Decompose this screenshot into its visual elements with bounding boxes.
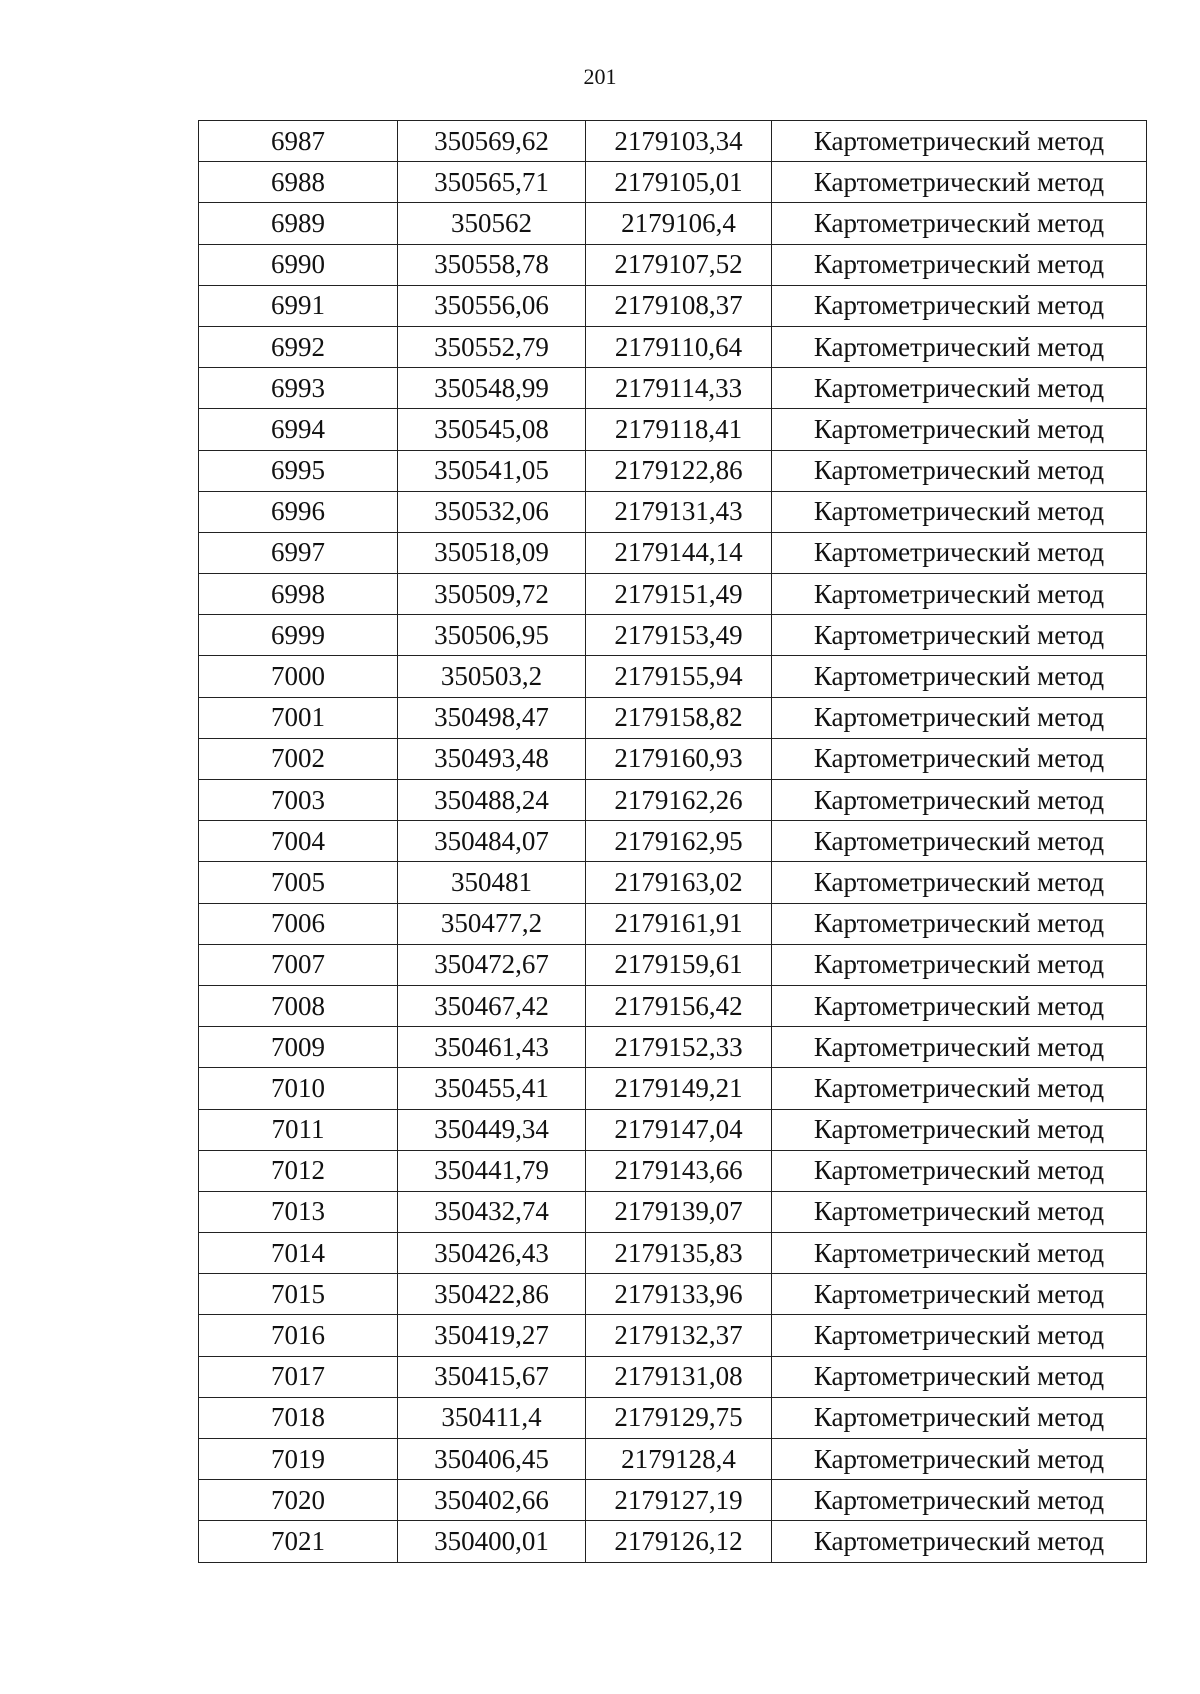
- table-row: [199, 1480, 1147, 1521]
- x-coordinate-cell: 350472,67: [398, 944, 586, 985]
- x-coordinate-cell: 350509,72: [398, 574, 586, 615]
- table-row: [199, 162, 1147, 203]
- table-row: [199, 780, 1147, 821]
- table-row: [199, 1397, 1147, 1438]
- y-coordinate-cell: 2179155,94: [586, 656, 772, 697]
- y-coordinate-cell: 2179139,07: [586, 1191, 772, 1232]
- table-row: [199, 738, 1147, 779]
- method-cell: Картометрический метод: [772, 1439, 1147, 1480]
- table-row: [199, 615, 1147, 656]
- y-coordinate-cell: 2179151,49: [586, 574, 772, 615]
- method-cell: Картометрический метод: [772, 162, 1147, 203]
- y-coordinate-cell: 2179128,4: [586, 1439, 772, 1480]
- x-coordinate-cell: 350556,06: [398, 285, 586, 326]
- method-cell: Картометрический метод: [772, 780, 1147, 821]
- y-coordinate-cell: 2179163,02: [586, 862, 772, 903]
- x-coordinate-cell: 350467,42: [398, 985, 586, 1026]
- point-number-cell: 7001: [199, 697, 398, 738]
- x-coordinate-cell: 350562: [398, 203, 586, 244]
- point-number-cell: 7000: [199, 656, 398, 697]
- table-row: [199, 1027, 1147, 1068]
- y-coordinate-cell: 2179108,37: [586, 285, 772, 326]
- y-coordinate-cell: 2179153,49: [586, 615, 772, 656]
- x-coordinate-cell: 350488,24: [398, 780, 586, 821]
- table-row: [199, 285, 1147, 326]
- table-row: [199, 491, 1147, 532]
- table-row: [199, 326, 1147, 367]
- point-number-cell: 6988: [199, 162, 398, 203]
- method-cell: Картометрический метод: [772, 121, 1147, 162]
- method-cell: Картометрический метод: [772, 985, 1147, 1026]
- y-coordinate-cell: 2179110,64: [586, 326, 772, 367]
- table-row: [199, 697, 1147, 738]
- method-cell: Картометрический метод: [772, 491, 1147, 532]
- table-row: [199, 1315, 1147, 1356]
- x-coordinate-cell: 350455,41: [398, 1068, 586, 1109]
- x-coordinate-cell: 350532,06: [398, 491, 586, 532]
- point-number-cell: 7017: [199, 1356, 398, 1397]
- method-cell: Картометрический метод: [772, 1397, 1147, 1438]
- point-number-cell: 6999: [199, 615, 398, 656]
- method-cell: Картометрический метод: [772, 326, 1147, 367]
- y-coordinate-cell: 2179162,95: [586, 821, 772, 862]
- x-coordinate-cell: 350411,4: [398, 1397, 586, 1438]
- method-cell: Картометрический метод: [772, 409, 1147, 450]
- coordinates-table: [198, 120, 1147, 1563]
- table-row: [199, 409, 1147, 450]
- y-coordinate-cell: 2179159,61: [586, 944, 772, 985]
- point-number-cell: 6990: [199, 244, 398, 285]
- point-number-cell: 7015: [199, 1274, 398, 1315]
- point-number-cell: 6996: [199, 491, 398, 532]
- method-cell: Картометрический метод: [772, 615, 1147, 656]
- x-coordinate-cell: 350545,08: [398, 409, 586, 450]
- table-row: [199, 574, 1147, 615]
- y-coordinate-cell: 2179156,42: [586, 985, 772, 1026]
- x-coordinate-cell: 350503,2: [398, 656, 586, 697]
- x-coordinate-cell: 350484,07: [398, 821, 586, 862]
- y-coordinate-cell: 2179122,86: [586, 450, 772, 491]
- table-row: [199, 903, 1147, 944]
- point-number-cell: 7018: [199, 1397, 398, 1438]
- y-coordinate-cell: 2179106,4: [586, 203, 772, 244]
- method-cell: Картометрический метод: [772, 450, 1147, 491]
- x-coordinate-cell: 350541,05: [398, 450, 586, 491]
- point-number-cell: 7002: [199, 738, 398, 779]
- method-cell: Картометрический метод: [772, 1191, 1147, 1232]
- x-coordinate-cell: 350449,34: [398, 1109, 586, 1150]
- point-number-cell: 6991: [199, 285, 398, 326]
- y-coordinate-cell: 2179162,26: [586, 780, 772, 821]
- point-number-cell: 7012: [199, 1150, 398, 1191]
- point-number-cell: 6987: [199, 121, 398, 162]
- method-cell: Картометрический метод: [772, 697, 1147, 738]
- x-coordinate-cell: 350406,45: [398, 1439, 586, 1480]
- table-row: [199, 368, 1147, 409]
- x-coordinate-cell: 350506,95: [398, 615, 586, 656]
- x-coordinate-cell: 350419,27: [398, 1315, 586, 1356]
- x-coordinate-cell: 350565,71: [398, 162, 586, 203]
- table-row: [199, 1233, 1147, 1274]
- point-number-cell: 7020: [199, 1480, 398, 1521]
- table-row: [199, 1439, 1147, 1480]
- method-cell: Картометрический метод: [772, 944, 1147, 985]
- point-number-cell: 7004: [199, 821, 398, 862]
- point-number-cell: 6997: [199, 532, 398, 573]
- point-number-cell: 7007: [199, 944, 398, 985]
- method-cell: Картометрический метод: [772, 1274, 1147, 1315]
- y-coordinate-cell: 2179149,21: [586, 1068, 772, 1109]
- table-row: [199, 862, 1147, 903]
- y-coordinate-cell: 2179127,19: [586, 1480, 772, 1521]
- table-row: [199, 1109, 1147, 1150]
- x-coordinate-cell: 350426,43: [398, 1233, 586, 1274]
- y-coordinate-cell: 2179126,12: [586, 1521, 772, 1562]
- point-number-cell: 6993: [199, 368, 398, 409]
- method-cell: Картометрический метод: [772, 244, 1147, 285]
- x-coordinate-cell: 350415,67: [398, 1356, 586, 1397]
- y-coordinate-cell: 2179143,66: [586, 1150, 772, 1191]
- table-row: [199, 1150, 1147, 1191]
- y-coordinate-cell: 2179103,34: [586, 121, 772, 162]
- x-coordinate-cell: 350461,43: [398, 1027, 586, 1068]
- table-row: [199, 821, 1147, 862]
- point-number-cell: 7006: [199, 903, 398, 944]
- y-coordinate-cell: 2179118,41: [586, 409, 772, 450]
- y-coordinate-cell: 2179161,91: [586, 903, 772, 944]
- table-body: [199, 121, 1147, 1563]
- y-coordinate-cell: 2179152,33: [586, 1027, 772, 1068]
- table-row: [199, 244, 1147, 285]
- table-row: [199, 532, 1147, 573]
- x-coordinate-cell: 350400,01: [398, 1521, 586, 1562]
- point-number-cell: 7016: [199, 1315, 398, 1356]
- method-cell: Картометрический метод: [772, 1027, 1147, 1068]
- point-number-cell: 7014: [199, 1233, 398, 1274]
- method-cell: Картометрический метод: [772, 574, 1147, 615]
- table-row: [199, 121, 1147, 162]
- point-number-cell: 6994: [199, 409, 398, 450]
- point-number-cell: 7013: [199, 1191, 398, 1232]
- x-coordinate-cell: 350441,79: [398, 1150, 586, 1191]
- x-coordinate-cell: 350569,62: [398, 121, 586, 162]
- page-number: 201: [583, 64, 617, 89]
- method-cell: Картометрический метод: [772, 738, 1147, 779]
- point-number-cell: 6992: [199, 326, 398, 367]
- method-cell: Картометрический метод: [772, 1480, 1147, 1521]
- x-coordinate-cell: 350548,99: [398, 368, 586, 409]
- point-number-cell: 7010: [199, 1068, 398, 1109]
- method-cell: Картометрический метод: [772, 368, 1147, 409]
- x-coordinate-cell: 350402,66: [398, 1480, 586, 1521]
- y-coordinate-cell: 2179114,33: [586, 368, 772, 409]
- table-row: [199, 1191, 1147, 1232]
- y-coordinate-cell: 2179160,93: [586, 738, 772, 779]
- method-cell: Картометрический метод: [772, 656, 1147, 697]
- method-cell: Картометрический метод: [772, 862, 1147, 903]
- method-cell: Картометрический метод: [772, 1150, 1147, 1191]
- point-number-cell: 7021: [199, 1521, 398, 1562]
- x-coordinate-cell: 350558,78: [398, 244, 586, 285]
- method-cell: Картометрический метод: [772, 1068, 1147, 1109]
- table-row: [199, 944, 1147, 985]
- point-number-cell: 7011: [199, 1109, 398, 1150]
- table-row: [199, 1274, 1147, 1315]
- method-cell: Картометрический метод: [772, 1356, 1147, 1397]
- y-coordinate-cell: 2179132,37: [586, 1315, 772, 1356]
- method-cell: Картометрический метод: [772, 1109, 1147, 1150]
- point-number-cell: 7005: [199, 862, 398, 903]
- method-cell: Картометрический метод: [772, 532, 1147, 573]
- x-coordinate-cell: 350422,86: [398, 1274, 586, 1315]
- y-coordinate-cell: 2179129,75: [586, 1397, 772, 1438]
- y-coordinate-cell: 2179147,04: [586, 1109, 772, 1150]
- point-number-cell: 7019: [199, 1439, 398, 1480]
- y-coordinate-cell: 2179131,08: [586, 1356, 772, 1397]
- method-cell: Картометрический метод: [772, 1315, 1147, 1356]
- method-cell: Картометрический метод: [772, 821, 1147, 862]
- y-coordinate-cell: 2179158,82: [586, 697, 772, 738]
- point-number-cell: 7003: [199, 780, 398, 821]
- y-coordinate-cell: 2179133,96: [586, 1274, 772, 1315]
- y-coordinate-cell: 2179105,01: [586, 162, 772, 203]
- table-row: [199, 1356, 1147, 1397]
- x-coordinate-cell: 350477,2: [398, 903, 586, 944]
- point-number-cell: 6989: [199, 203, 398, 244]
- x-coordinate-cell: 350552,79: [398, 326, 586, 367]
- method-cell: Картометрический метод: [772, 1233, 1147, 1274]
- table-row: [199, 656, 1147, 697]
- table-row: [199, 1521, 1147, 1562]
- point-number-cell: 6998: [199, 574, 398, 615]
- point-number-cell: 7009: [199, 1027, 398, 1068]
- x-coordinate-cell: 350432,74: [398, 1191, 586, 1232]
- point-number-cell: 6995: [199, 450, 398, 491]
- y-coordinate-cell: 2179131,43: [586, 491, 772, 532]
- x-coordinate-cell: 350493,48: [398, 738, 586, 779]
- table-row: [199, 985, 1147, 1026]
- method-cell: Картометрический метод: [772, 1521, 1147, 1562]
- method-cell: Картометрический метод: [772, 903, 1147, 944]
- table-row: [199, 1068, 1147, 1109]
- x-coordinate-cell: 350518,09: [398, 532, 586, 573]
- x-coordinate-cell: 350498,47: [398, 697, 586, 738]
- method-cell: Картометрический метод: [772, 203, 1147, 244]
- y-coordinate-cell: 2179135,83: [586, 1233, 772, 1274]
- table-row: [199, 203, 1147, 244]
- point-number-cell: 7008: [199, 985, 398, 1026]
- x-coordinate-cell: 350481: [398, 862, 586, 903]
- table-row: [199, 450, 1147, 491]
- method-cell: Картометрический метод: [772, 285, 1147, 326]
- y-coordinate-cell: 2179107,52: [586, 244, 772, 285]
- y-coordinate-cell: 2179144,14: [586, 532, 772, 573]
